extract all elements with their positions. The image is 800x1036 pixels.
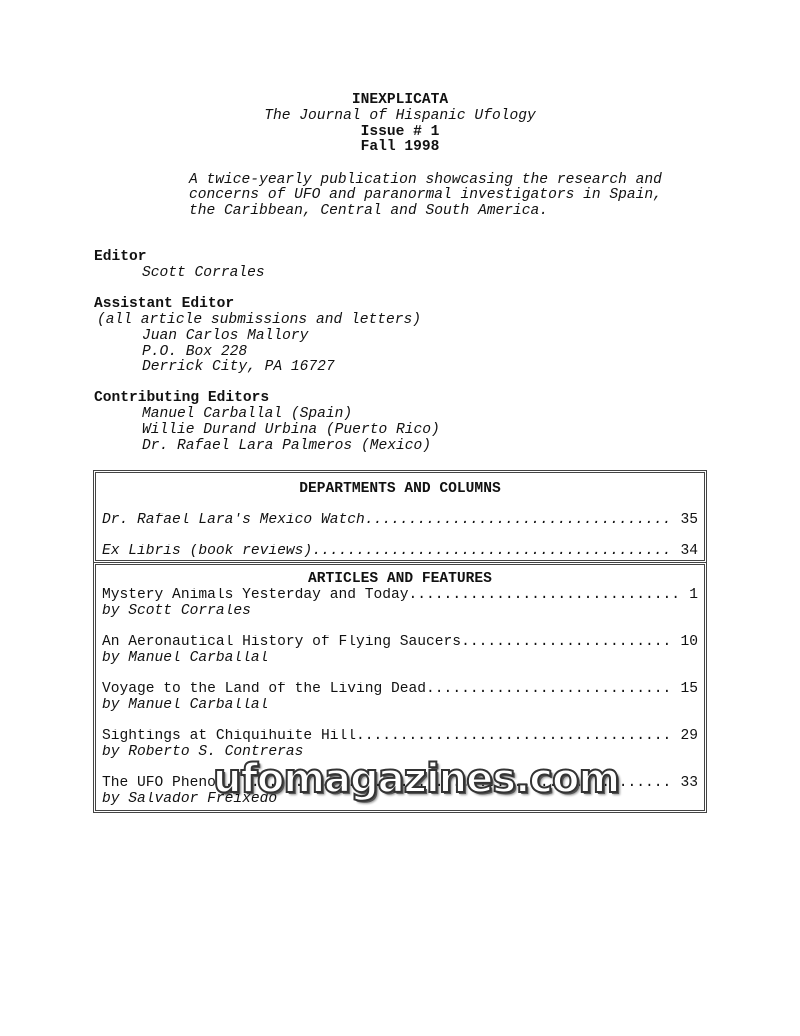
toc-entry-title: Voyage to the Land of the Living Dead — [102, 682, 427, 697]
toc-leader — [426, 682, 674, 698]
departments-heading: DEPARTMENTS AND COLUMNS — [299, 482, 501, 497]
toc-entry-author: by Manuel Carballal — [102, 698, 269, 713]
issue-number: Issue # 1 — [360, 124, 440, 140]
toc-leader — [312, 544, 674, 560]
toc-entry-title: The UFO Phenom — [102, 776, 225, 791]
journal-title: INEXPLICATA — [351, 92, 449, 108]
toc-entry-page: 33 — [680, 776, 698, 791]
toc-entry-title: Ex Libris (book reviews) — [102, 544, 313, 559]
toc-entry-author: by Roberto S. Contreras — [102, 745, 304, 760]
toc-entry-title: Mystery Animals Yesterday and Today — [102, 588, 409, 603]
contributing-editor: Manuel Carballal (Spain) — [142, 406, 353, 422]
contributing-editor: Willie Durand Urbina (Puerto Rico) — [142, 422, 440, 438]
toc-entry-page: 35 — [680, 513, 698, 528]
toc-entry-page: 15 — [680, 682, 698, 697]
editor-name: Scott Corrales — [142, 265, 265, 281]
assistant-editor-heading: Assistant Editor — [94, 296, 235, 312]
toc-entry[interactable] — [102, 682, 698, 698]
toc-entry-title: Dr. Rafael Lara's Mexico Watch — [102, 513, 365, 528]
assistant-editor-city: Derrick City, PA 16727 — [142, 359, 335, 375]
toc-entry-page: 10 — [680, 635, 698, 650]
toc-leader — [409, 588, 684, 604]
assistant-editor-name: Juan Carlos Mallory — [142, 328, 309, 344]
intro-line-3: the Caribbean, Central and South America. — [189, 203, 549, 219]
assistant-editor-note: (all article submissions and letters) — [97, 312, 422, 328]
toc-entry-author: by Manuel Carballal — [102, 651, 269, 666]
toc-entry-page: 34 — [680, 544, 698, 559]
toc-entry-title: An Aeronautical History of Flying Saucers — [102, 635, 462, 650]
toc-leader — [365, 513, 675, 529]
contributing-editors-heading: Contributing Editors — [94, 390, 270, 406]
articles-heading: ARTICLES AND FEATURES — [308, 572, 492, 587]
issue-season: Fall 1998 — [360, 139, 440, 155]
toc-entry[interactable] — [102, 588, 698, 604]
toc-entry[interactable] — [102, 635, 698, 651]
toc-entry-author: by Salvador Freixedo — [102, 792, 278, 807]
editor-heading: Editor — [94, 249, 147, 265]
departments-box — [93, 470, 707, 563]
toc-entry[interactable] — [102, 544, 698, 560]
intro-line-1: A twice-yearly publication showcasing the research and — [189, 172, 662, 188]
toc-entry[interactable] — [102, 729, 698, 745]
journal-subtitle: The Journal of Hispanic Ufology — [264, 108, 536, 124]
intro-line-2: concerns of UFO and paranormal investigators in Spain, — [189, 187, 662, 203]
toc-entry[interactable] — [102, 513, 698, 529]
toc-entry-title: Sightings at Chiquihuite Hill — [102, 729, 356, 744]
toc-leader — [356, 729, 675, 745]
toc-entry-author: by Scott Corrales — [102, 604, 251, 619]
toc-leader — [461, 635, 674, 651]
assistant-editor-po-box: P.O. Box 228 — [142, 344, 248, 360]
toc-entry-page: 29 — [680, 729, 698, 744]
site-watermark: ufomagazines.com — [213, 756, 620, 802]
toc-entry-page: 1 — [689, 588, 698, 603]
contributing-editor: Dr. Rafael Lara Palmeros (Mexico) — [142, 438, 432, 454]
